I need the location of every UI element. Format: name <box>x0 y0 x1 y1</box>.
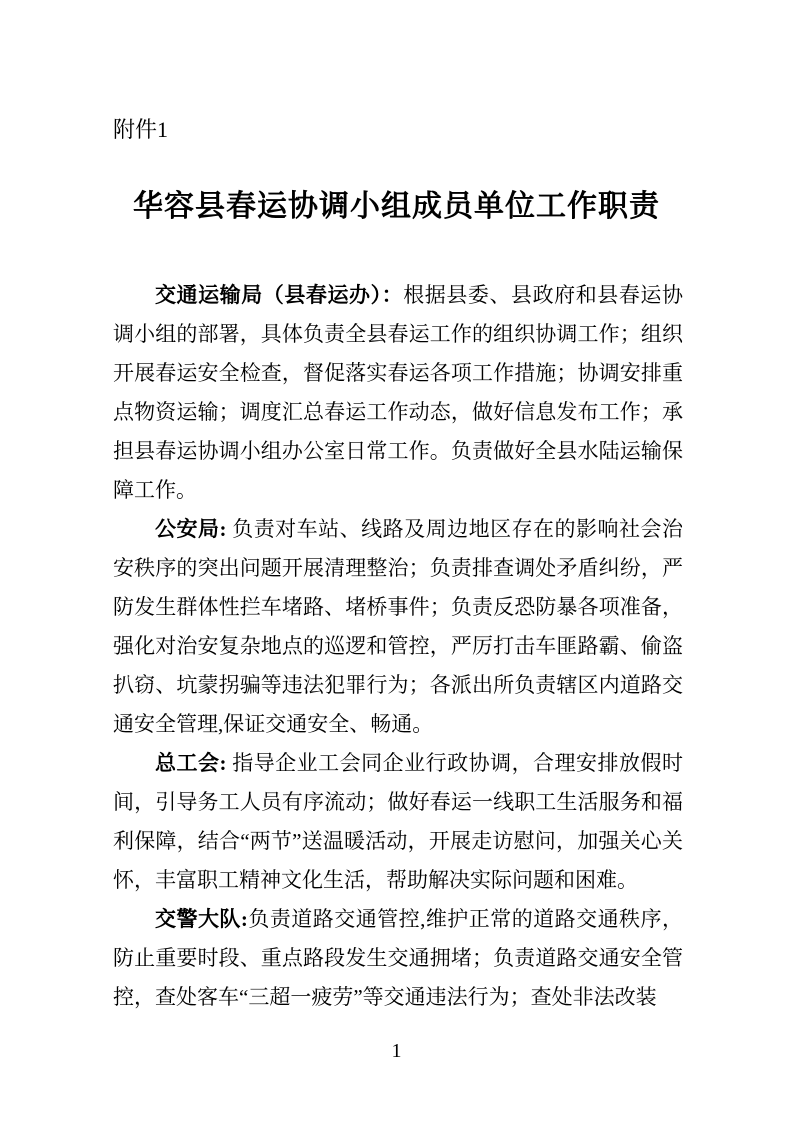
paragraph-lead: 交警大队: <box>155 907 248 931</box>
paragraph-transport-bureau <box>113 276 683 510</box>
paragraph-lead: 总工会: <box>155 751 233 775</box>
paragraph-lead: 公安局: <box>155 517 233 541</box>
paragraph-labor-union <box>113 744 683 900</box>
paragraph-text: 指导企业工会同企业行政协调，合理安排放假时间，引导务工人员有序流动；做好春运一线职工生活服务和福利保障，结合“两节”送温暖活动，开展走访慰问，加强关心关怀，丰富职工精神文化生活，帮助解决实际问题和困难。 <box>113 751 683 892</box>
paragraph-text: 负责道路交通管控,维护正常的道路交通秩序，防止重要时段、重点路段发生交通拥堵；负责道路交通安全管控，查处客车“三超一疲劳”等交通违法行为；查处非法改装 <box>113 907 683 1009</box>
page-title: 华容县春运协调小组成员单位工作职责 <box>133 190 660 223</box>
document-body <box>113 276 683 1017</box>
attachment-label: 附件1 <box>113 117 169 142</box>
page-number: 1 <box>391 1040 402 1062</box>
paragraph-traffic-police <box>113 900 683 1017</box>
paragraph-public-security-bureau <box>113 510 683 744</box>
paragraph-text: 根据县委、县政府和县春运协调小组的部署，具体负责全县春运工作的组织协调工作；组织开展春运安全检查，督促落实春运各项工作措施；协调安排重点物资运输；调度汇总春运工作动态，做好信息发布工作；承担县春运协调小组办公室日常工作。负责做好全县水陆运输保障工作。 <box>113 283 683 502</box>
paragraph-lead: 交通运输局（县春运办）： <box>155 283 404 307</box>
paragraph-text: 负责对车站、线路及周边地区存在的影响社会治安秩序的突出问题开展清理整治；负责排查调处矛盾纠纷，严防发生群体性拦车堵路、堵桥事件；负责反恐防暴各项准备，强化对治安复杂地点的巡逻和管控，严厉打击车匪路霸、偷盗扒窃、坑蒙拐骗等违法犯罪行为；各派出所负责辖区内道路交通安全管理,保证交通安全、畅通。 <box>113 517 683 736</box>
